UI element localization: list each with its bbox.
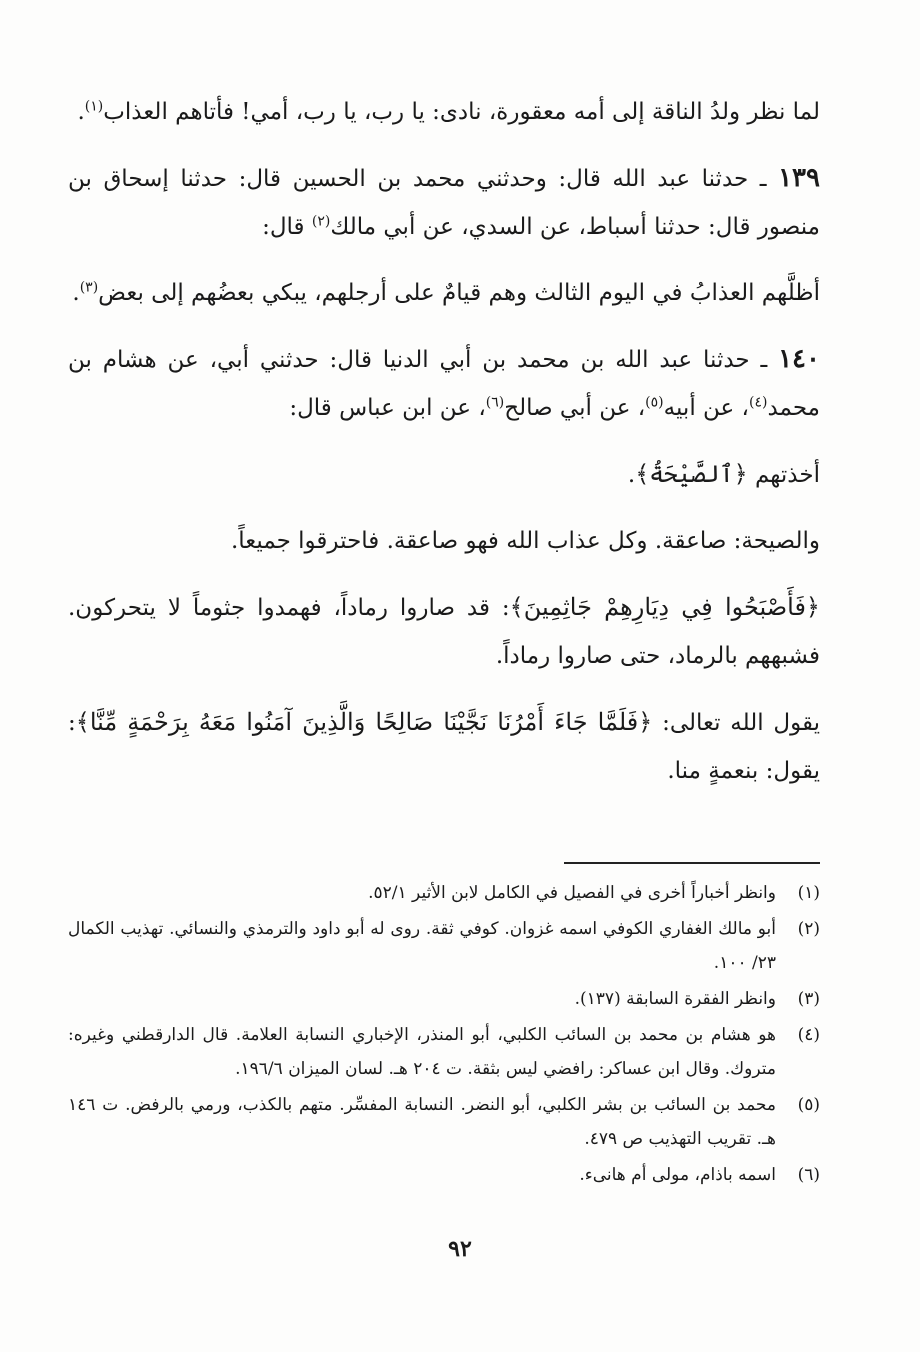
footnote-6 [68, 1158, 820, 1192]
paragraph-text: : يقول: بنعمةٍ منا. [68, 710, 820, 784]
footnote-ref[interactable]: (٦) [485, 394, 505, 411]
footnote-3 [68, 982, 820, 1016]
quran-quote: ﴿فَلَمَّا جَاءَ أَمْرُنَا نَجَّيْنَا صَالِحًا وَالَّذِينَ آمَنُوا مَعَهُ بِرَحْمَةٍ مِّنَّا﴾ [75, 708, 653, 736]
paragraph-text: لما نظر ولدُ الناقة إلى أمه معقورة، نادى: يا رب، يا رب، أمي! فأتاهم العذاب [103, 99, 820, 125]
punctuation: . [77, 99, 85, 125]
paragraph-text: أخذتهم [747, 462, 820, 488]
footnote-number: (٤) [797, 1025, 820, 1045]
isnad-text: ـ حدثنا عبد الله بن محمد بن أبي الدنيا قال: حدثني أبي، عن هشام بن محمد [68, 347, 820, 421]
footnote-text: أبو مالك الغفاري الكوفي اسمه غزوان. كوفي ثقة. روى له أبو داود والترمذي والنسائي. تهذيب الكمال ٢٣/ ١٠٠. [68, 919, 776, 973]
footnote-text: اسمه باذام، مولى أم هانىء. [579, 1165, 776, 1185]
footnote-text: وانظر أخباراً أخرى في الفصيل في الكامل لابن الأثير ٥٢/١. [368, 883, 776, 903]
quran-quote: ﴿فَأَصْبَحُوا فِي دِيَارِهِمْ جَاثِمِينَ﴾ [509, 593, 820, 621]
paragraph-jathimin [68, 583, 820, 680]
footnote-ref[interactable]: (٣) [79, 279, 99, 296]
footnote-number: (٣) [797, 989, 820, 1009]
punctuation: . [72, 280, 80, 306]
paragraph-text: والصيحة: صاعقة. وكل عذاب الله فهو صاعقة. فاحترقوا جميعاً. [230, 528, 820, 554]
footnotes [68, 876, 820, 1194]
footnote-number: (٥) [797, 1095, 820, 1115]
paragraph-punishment [68, 269, 820, 317]
quran-quote: ﴿ٱلصَّيْحَةُ﴾ [635, 460, 748, 488]
paragraph-camel-calf [68, 88, 820, 136]
paragraph-najjayna [68, 698, 820, 795]
footnote-number: (٦) [797, 1165, 820, 1185]
footnote-ref[interactable]: (٥) [645, 394, 664, 411]
isnad-text: ، عن أبي صالح [504, 395, 646, 421]
footnote-text: هو هشام بن محمد بن السائب الكلبي، أبو المنذر، الإخباري النسابة العلامة. قال الدارقطني وغيره: متروك. وقال ابن عساكر: رافضي ليس بثقة. ت ٢٠٤ هـ. لسان الميزان ١٩٦/٦. [68, 1025, 776, 1079]
hadith-140 [68, 335, 820, 432]
hadith-139 [68, 154, 820, 251]
footnote-ref[interactable]: (٤) [748, 394, 768, 411]
footnote-text: وانظر الفقرة السابقة (١٣٧). [574, 989, 776, 1009]
footnote-number: (٢) [797, 919, 820, 939]
isnad-text: ، عن أبيه [663, 395, 749, 421]
paragraph-text: أظلَّهم العذابُ في اليوم الثالث وهم قيامٌ على أرجلهم، يبكي بعضُهم إلى بعض [98, 280, 820, 306]
isnad-end: قال: [262, 214, 312, 240]
hadith-number: ١٤٠ [778, 344, 820, 374]
footnote-1 [68, 876, 820, 910]
footnote-ref[interactable]: (٢) [311, 213, 331, 230]
footnote-4 [68, 1018, 820, 1086]
paragraph-text: يقول الله تعالى: [652, 710, 820, 736]
page-number: ٩٢ [448, 1236, 472, 1262]
hadith-number: ١٣٩ [778, 163, 820, 193]
isnad-text: ، عن ابن عباس قال: [289, 395, 486, 421]
footnote-number: (١) [797, 883, 820, 903]
footnote-2 [68, 912, 820, 980]
paragraph-definition [68, 517, 820, 565]
isnad-text: ـ حدثنا عبد الله قال: وحدثني محمد بن الحسين قال: حدثنا إسحاق بن منصور قال: حدثنا أسباط، عن السدي، عن أبي مالك [68, 166, 820, 240]
footnote-5 [68, 1088, 820, 1156]
punctuation: . [627, 462, 636, 488]
paragraph-text: : قد صاروا رماداً، فهمدوا جثوماً لا يتحركون. فشبههم بالرماد، حتى صاروا رماداً. [68, 595, 820, 669]
footnote-separator [564, 862, 820, 864]
footnote-ref[interactable]: (١) [84, 98, 104, 115]
paragraph-sayha [68, 450, 820, 499]
footnote-text: محمد بن السائب بن بشر الكلبي، أبو النضر. النسابة المفسِّر. متهم بالكذب، ورمي بالرفض. ت ١٤٦ هـ. تقريب التهذيب ص ٤٧٩. [68, 1095, 776, 1149]
